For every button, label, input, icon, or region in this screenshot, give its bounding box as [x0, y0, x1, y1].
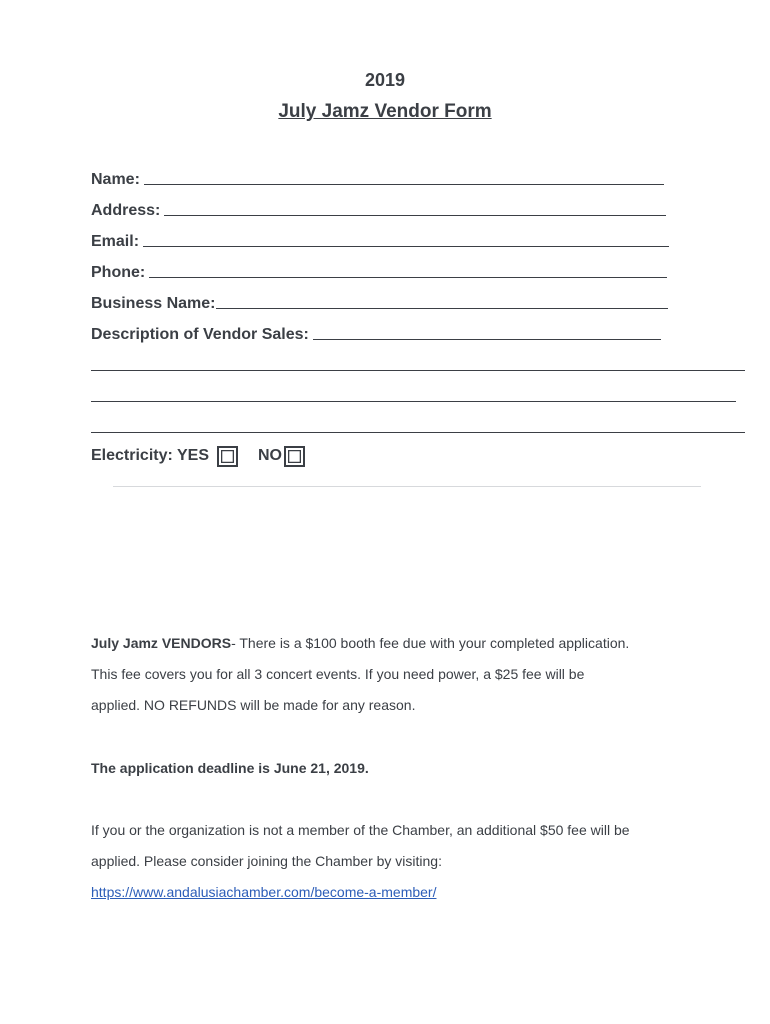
name-field-row — [91, 165, 664, 189]
fee-paragraph — [91, 628, 731, 721]
form-title: July Jamz Vendor Form — [278, 101, 492, 122]
name-label: Name: — [91, 171, 140, 188]
deadline-text: The application deadline is June 21, 2019. — [91, 760, 369, 776]
description-line-3[interactable] — [91, 432, 745, 433]
electricity-row — [91, 443, 305, 469]
section-divider — [113, 486, 701, 487]
email-field-row — [91, 227, 669, 251]
email-input-line[interactable] — [143, 244, 669, 247]
electricity-yes-checkbox[interactable] — [217, 446, 238, 467]
membership-paragraph — [91, 815, 731, 908]
address-field-row — [91, 196, 666, 220]
electricity-no-checkbox[interactable] — [284, 446, 305, 467]
description-field-row — [91, 320, 661, 344]
electricity-no-label: NO — [257, 447, 282, 464]
address-input-line[interactable] — [164, 213, 666, 216]
description-label: Description of Vendor Sales: — [91, 326, 309, 343]
member-text-2: applied. Please consider joining the Chamber by visiting: — [91, 853, 442, 869]
phone-label: Phone: — [91, 264, 146, 281]
business-name-label: Business Name: — [91, 295, 216, 312]
address-label: Address: — [91, 202, 161, 219]
electricity-yes-label: Electricity: YES — [91, 447, 209, 464]
fee-line-1 — [91, 628, 731, 659]
phone-input-line[interactable] — [149, 275, 667, 278]
form-year: 2019 — [364, 70, 406, 90]
fee-text-3: applied. NO REFUNDS will be made for any reason. — [91, 697, 416, 713]
business-name-input-line[interactable] — [216, 306, 668, 309]
business-name-field-row — [91, 289, 668, 313]
fee-text-2: This fee covers you for all 3 concert events. If you need power, a $25 fee will be — [91, 666, 585, 682]
email-label: Email: — [91, 233, 140, 250]
vendors-heading: July Jamz VENDORS — [91, 635, 232, 651]
description-line-2[interactable] — [91, 401, 736, 402]
fee-text-1: - There is a $100 booth fee due with your completed application. — [231, 635, 630, 651]
chamber-membership-link[interactable]: https://www.andalusiachamber.com/become-a-member/ — [91, 884, 437, 900]
deadline-paragraph — [91, 753, 731, 784]
name-input-line[interactable] — [144, 182, 664, 185]
phone-field-row — [91, 258, 667, 282]
description-line-1[interactable] — [91, 370, 745, 371]
member-text-1: If you or the organization is not a member of the Chamber, an additional $50 fee will be — [91, 822, 630, 838]
description-input-line[interactable] — [313, 337, 661, 340]
